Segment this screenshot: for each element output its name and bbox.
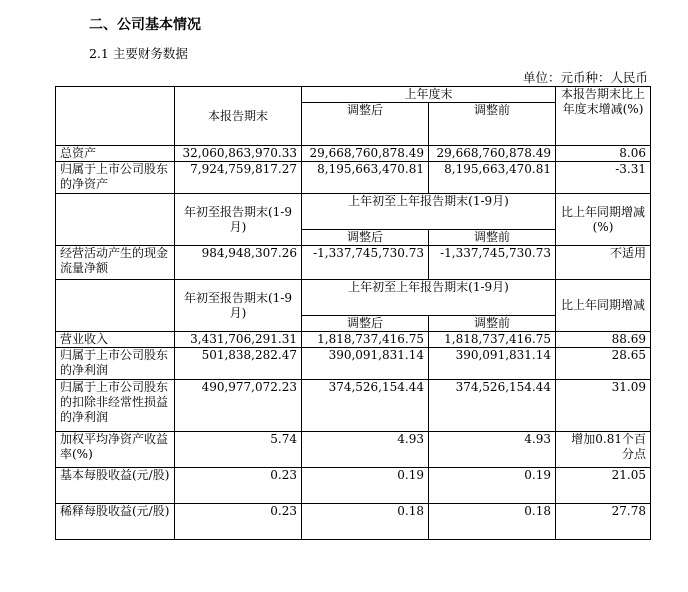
cell-adjusted: 0.18: [302, 504, 429, 540]
cell-adjusted: -1,337,745,730.73: [302, 246, 429, 280]
cell-change: 8.06: [556, 146, 651, 162]
cell-before: 4.93: [429, 432, 556, 468]
table-row-net-profit-excl-nonrecurring: [56, 380, 651, 432]
cell-adjusted: 1,818,737,416.75: [302, 332, 429, 348]
header-adjusted: 调整后: [302, 316, 429, 332]
cell-current: 5.74: [175, 432, 302, 468]
header-blank: [56, 194, 175, 246]
row-label: 归属于上市公司股东的净利润: [56, 348, 175, 380]
row-label: 归属于上市公司股东的净资产: [56, 162, 175, 194]
unit-note: 单位：元币种：人民币: [522, 70, 648, 85]
cell-current: 32,060,863,970.33: [175, 146, 302, 162]
cell-current: 7,924,759,817.27: [175, 162, 302, 194]
table-row-basic-eps: [56, 468, 651, 504]
cell-current: 0.23: [175, 468, 302, 504]
cell-before: 0.18: [429, 504, 556, 540]
cell-adjusted: 390,091,831.14: [302, 348, 429, 380]
cell-change: 28.65: [556, 348, 651, 380]
row-label: 基本每股收益(元/股): [56, 468, 175, 504]
cell-adjusted: 0.19: [302, 468, 429, 504]
cell-before: 374,526,154.44: [429, 380, 556, 432]
header-prev-ytd: 上年初至上年报告期末(1-9月): [302, 194, 556, 230]
cell-current: 490,977,072.23: [175, 380, 302, 432]
row-label: 加权平均净资产收益率(%): [56, 432, 175, 468]
table-row-weighted-roe: [56, 432, 651, 468]
cell-before: 29,668,760,878.49: [429, 146, 556, 162]
cell-current: 0.23: [175, 504, 302, 540]
cell-before: 0.19: [429, 468, 556, 504]
header-before-adjust: 调整前: [429, 230, 556, 246]
header-ytd: 年初至报告期末(1-9月): [175, 194, 302, 246]
cell-adjusted: 374,526,154.44: [302, 380, 429, 432]
table-row-net-profit: [56, 348, 651, 380]
row-label: 经营活动产生的现金流量净额: [56, 246, 175, 280]
row-label: 总资产: [56, 146, 175, 162]
cell-before: 1,818,737,416.75: [429, 332, 556, 348]
header-prev-year-end: 上年度末: [302, 87, 556, 103]
cell-before: 390,091,831.14: [429, 348, 556, 380]
header-ytd: 年初至报告期末(1-9月): [175, 280, 302, 332]
financial-data-table: [55, 86, 651, 540]
header-current-period-end: 本报告期末: [175, 87, 302, 146]
cell-adjusted: 29,668,760,878.49: [302, 146, 429, 162]
cell-change: -3.31: [556, 162, 651, 194]
cell-before: 8,195,663,470.81: [429, 162, 556, 194]
table-row-diluted-eps: [56, 504, 651, 540]
cell-change: 不适用: [556, 246, 651, 280]
header-blank: [56, 280, 175, 332]
row-label: 稀释每股收益(元/股): [56, 504, 175, 540]
header-before-adjust: 调整前: [429, 103, 556, 146]
header-change-yoy: 比上年同期增减(%): [556, 194, 651, 246]
cell-current: 501,838,282.47: [175, 348, 302, 380]
header-prev-ytd: 上年初至上年报告期末(1-9月): [302, 280, 556, 316]
row-label: 营业收入: [56, 332, 175, 348]
table-row-net-assets: [56, 162, 651, 194]
header-before-adjust: 调整前: [429, 316, 556, 332]
cell-change: 88.69: [556, 332, 651, 348]
table-row-revenue: [56, 332, 651, 348]
row-label: 归属于上市公司股东的扣除非经常性损益的净利润: [56, 380, 175, 432]
header-change-vs-year-end: 本报告期末比上年度末增减(%): [556, 87, 651, 146]
subsection-title: 2.1 主要财务数据: [89, 46, 188, 61]
section-title: 二、公司基本情况: [89, 17, 201, 33]
cell-change: 31.09: [556, 380, 651, 432]
cell-adjusted: 4.93: [302, 432, 429, 468]
cell-current: 3,431,706,291.31: [175, 332, 302, 348]
table-row-total-assets: [56, 146, 651, 162]
cell-current: 984,948,307.26: [175, 246, 302, 280]
cell-adjusted: 8,195,663,470.81: [302, 162, 429, 194]
header-adjusted: 调整后: [302, 103, 429, 146]
header-blank: [56, 87, 175, 146]
cell-change: 增加0.81个百分点: [556, 432, 651, 468]
cell-change: 27.78: [556, 504, 651, 540]
table-row-operating-cashflow: [56, 246, 651, 280]
cell-before: -1,337,745,730.73: [429, 246, 556, 280]
header-adjusted: 调整后: [302, 230, 429, 246]
cell-change: 21.05: [556, 468, 651, 504]
header-change-yoy: 比上年同期增减: [556, 280, 651, 332]
